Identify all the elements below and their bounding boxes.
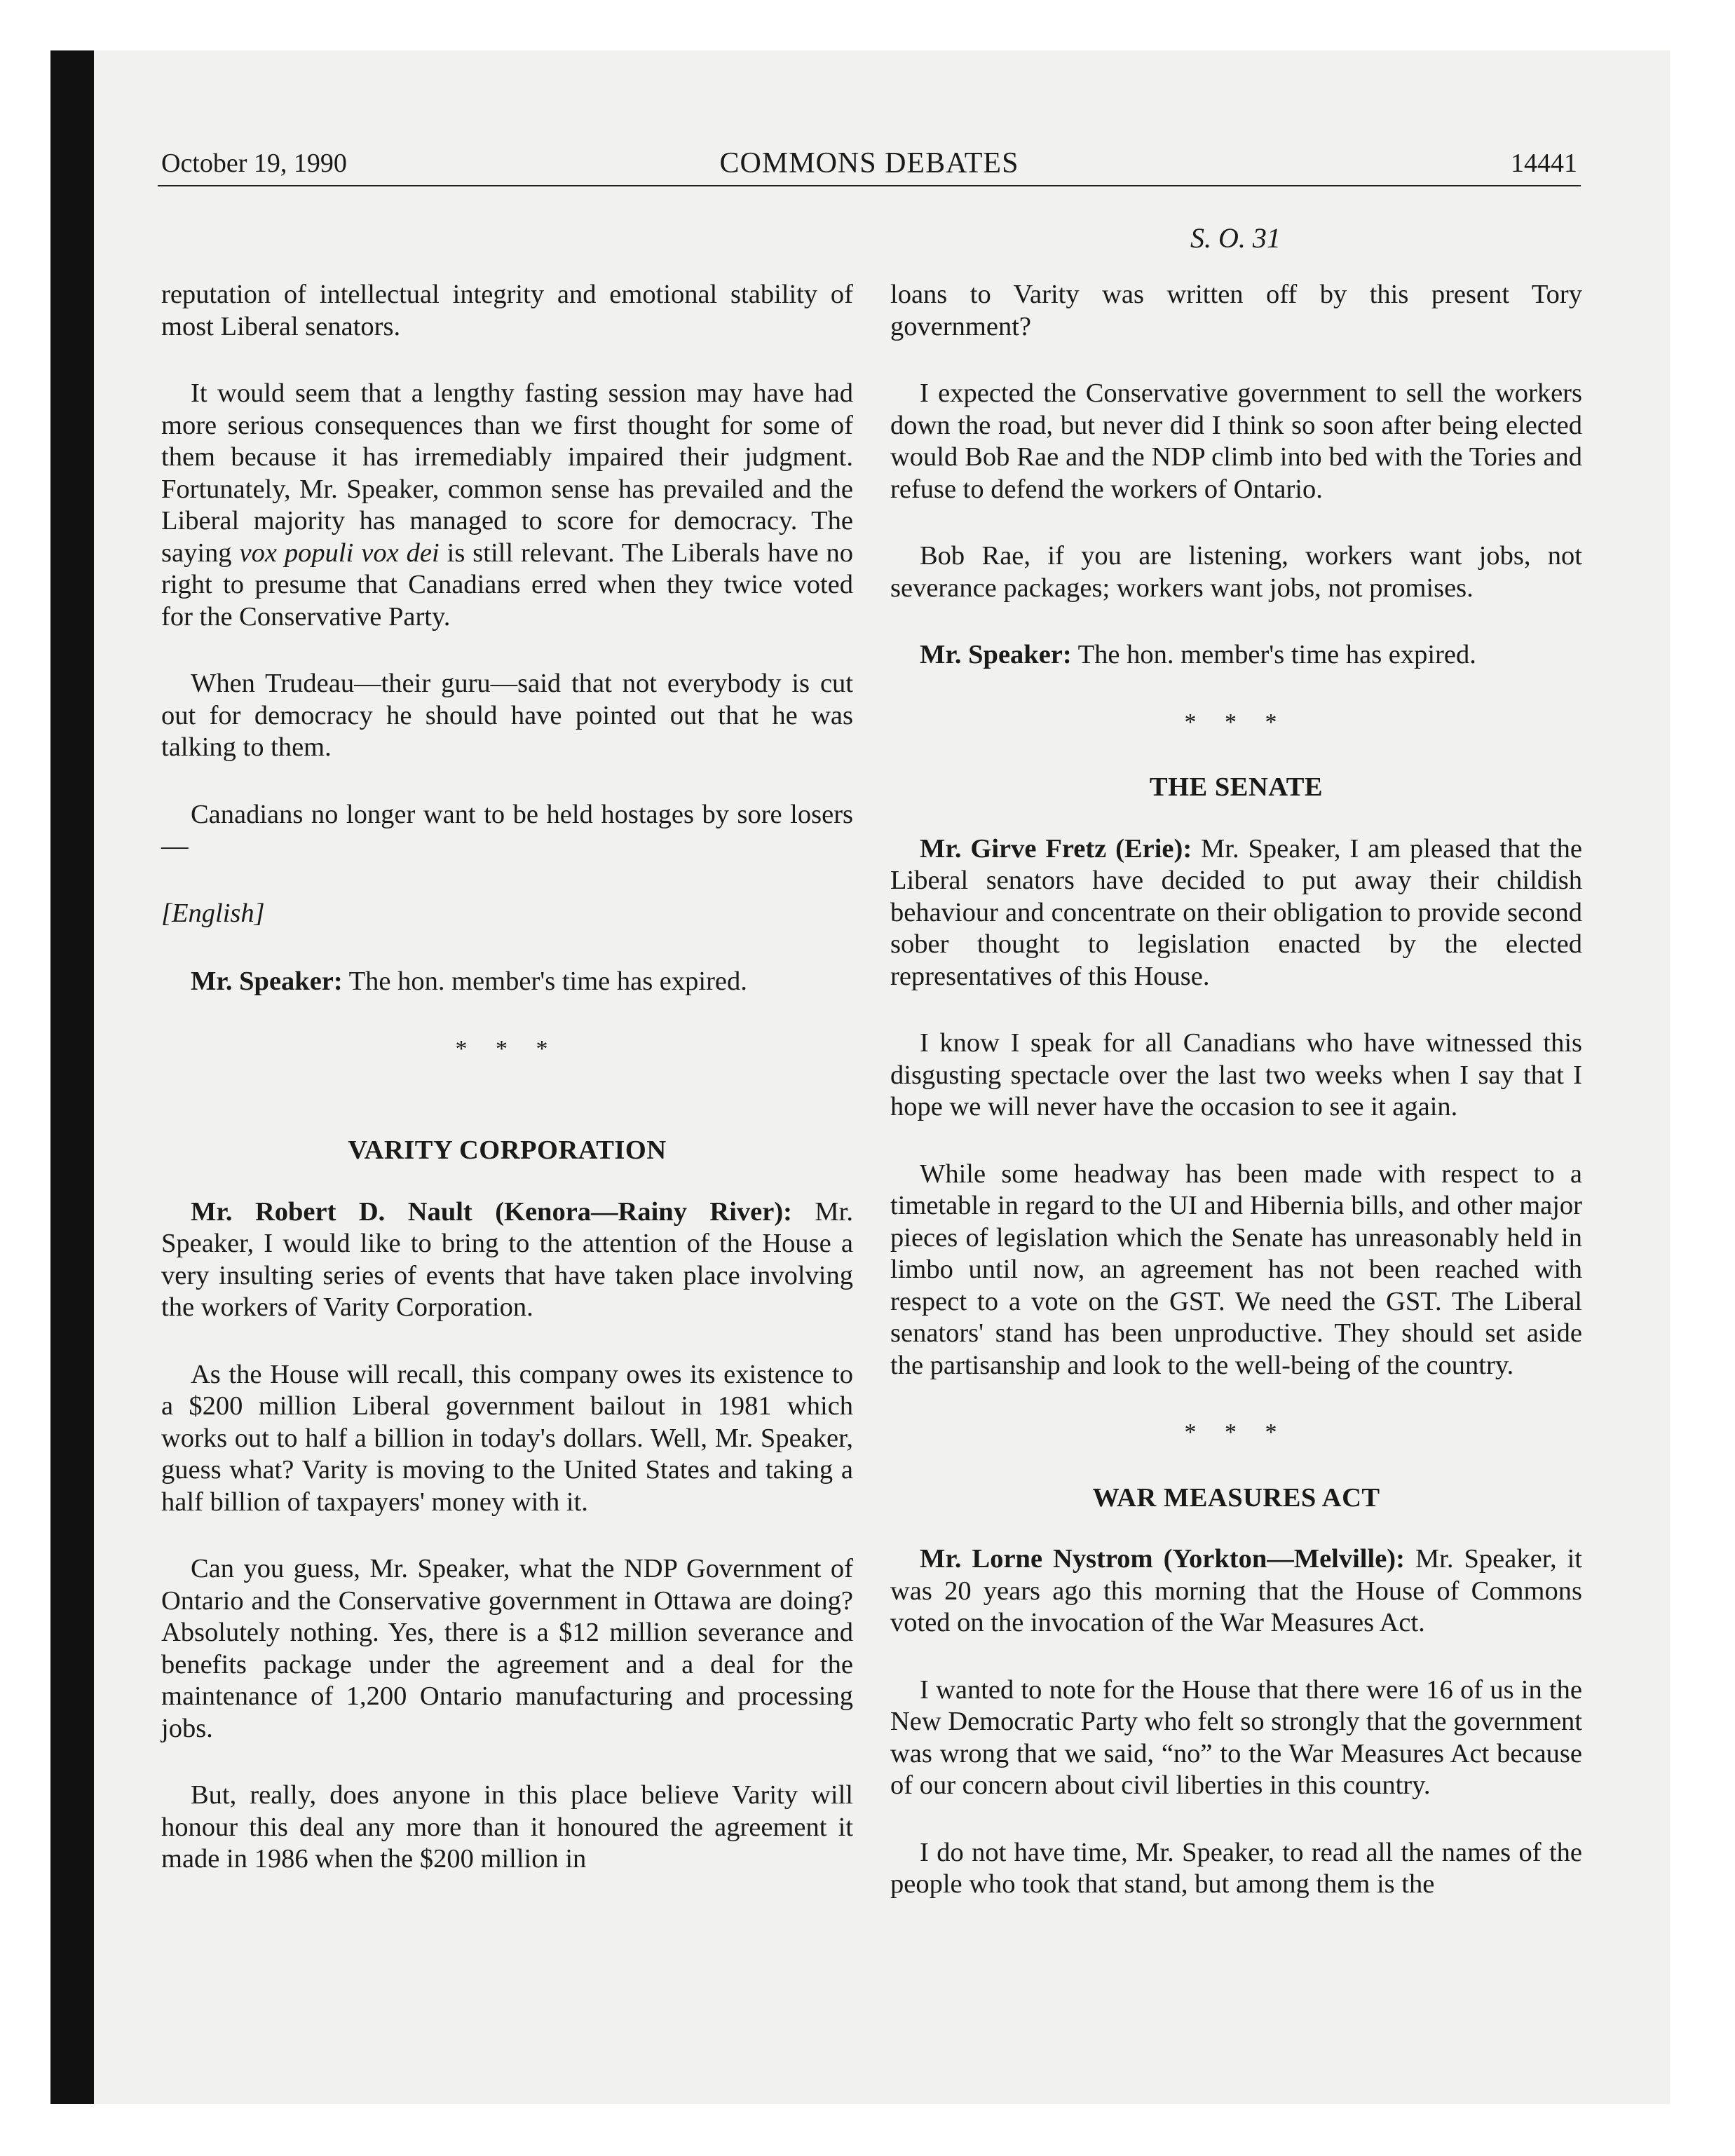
paragraph: When Trudeau—their guru—said that not everybody is cut out for democracy he should have pointed out that he was talking to them. xyxy=(161,669,853,762)
speaker-text: The hon. member's time has expired. xyxy=(1071,640,1476,669)
section-divider: * * * xyxy=(1184,1419,1288,1445)
paragraph: I wanted to note for the House that there were 16 of us in the New Democratic Party who felt so strongly that the government was wrong that we said, “no” to the War Measures Act because of our concern about civil liberties in this country. xyxy=(890,1674,1582,1800)
speaker-statement xyxy=(161,966,853,998)
hansard-page xyxy=(158,0,1581,2156)
paragraph: I expected the Conservative government to sell the workers down the road, but never did I think so soon after being elected would Bob Rae and the NDP climb into bed with the Tories and refuse to defend the workers of Ontario. xyxy=(890,378,1582,504)
paragraph: Bob Rae, if you are listening, workers want jobs, not severance packages; workers want jobs, not promises. xyxy=(890,541,1582,603)
header-page-number: 14441 xyxy=(1511,149,1577,178)
speaker-statement xyxy=(890,639,1582,671)
member-statement xyxy=(890,1543,1582,1639)
right-column xyxy=(890,279,1582,1936)
section-heading: VARITY CORPORATION xyxy=(348,1135,667,1165)
paragraph: As the House will recall, this company owes its existence to a $200 million Liberal government bailout in 1981 which works out to half a billion in today's dollars. Well, Mr. Speaker, guess what? Varity is moving to the United States and taking a half billion of taxpayers' money with it. xyxy=(161,1359,853,1517)
left-column xyxy=(161,279,853,1911)
paragraph: Can you guess, Mr. Speaker, what the NDP Government of Ontario and the Conservative government in Ottawa are doing? Absolutely nothing. Yes, there is a $12 million severance and benefits package under the agreement and a deal for the maintenance of 1,200 Ontario manufacturing and processing jobs. xyxy=(161,1554,853,1743)
binding-shadow xyxy=(50,50,94,2104)
paragraph: reputation of intellectual integrity and emotional stability of most Liberal senators. xyxy=(161,280,853,341)
member-text: Mr. Speaker, I am pleased that the Liberal senators have decided to put away their childish behaviour and concentrate on their obligation to provide second sober thought to legislation enacted by the elected representatives of this House. xyxy=(890,833,1583,991)
paragraph-text: is still relevant. The Liberals have no right to presume that Canadians erred when they twice voted for the Conservative Party. xyxy=(161,538,853,632)
paragraph: I do not have time, Mr. Speaker, to read all the names of the people who took that stand, but among them is the xyxy=(890,1837,1582,1899)
speaker-text: The hon. member's time has expired. xyxy=(342,967,747,996)
paragraph: But, really, does anyone in this place believe Varity will honour this deal any more than it honoured the agreement it made in 1986 when the $200 million in xyxy=(161,1780,853,1874)
speaker-name: Mr. Speaker: xyxy=(920,640,1072,669)
member-name: Mr. Lorne Nystrom (Yorkton—Melville): xyxy=(920,1544,1405,1574)
member-name: Mr. Girve Fretz (Erie): xyxy=(920,833,1192,864)
member-name: Mr. Robert D. Nault (Kenora—Rainy River): xyxy=(191,1196,792,1227)
paragraph: Canadians no longer want to be held hostages by sore losers— xyxy=(161,799,853,861)
member-statement xyxy=(161,1196,853,1324)
section-heading: WAR MEASURES ACT xyxy=(1092,1482,1380,1513)
standing-order-marker: S. O. 31 xyxy=(1190,222,1281,254)
section-divider: * * * xyxy=(1184,709,1288,735)
paragraph: loans to Varity was written off by this present Tory government? xyxy=(890,280,1582,341)
paragraph: I know I speak for all Canadians who have witnessed this disgusting spectacle over the last two weeks when I say that I hope we will never have the occasion to see it again. xyxy=(890,1028,1582,1121)
member-text: Mr. Speaker, it was 20 years ago this morning that the House of Commons voted on the invocation of the War Measures Act. xyxy=(890,1544,1583,1637)
running-head xyxy=(158,144,1581,183)
member-text: Mr. Speaker, I would like to bring to the attention of the House a very insulting series of events that have taken place involving the workers of Varity Corporation. xyxy=(161,1196,853,1322)
section-divider: * * * xyxy=(455,1035,559,1062)
section-heading: THE SENATE xyxy=(1149,772,1324,802)
header-date: October 19, 1990 xyxy=(161,149,347,178)
language-tag: [English] xyxy=(161,898,265,928)
speaker-name: Mr. Speaker: xyxy=(191,967,343,996)
member-statement xyxy=(890,833,1582,993)
paragraph-text: It would seem that a lengthy fasting session may have had more serious consequences than we first thought for some of them because it has irremediably impaired their judgment. Fortunately, Mr. Speaker, common sense has prevailed and the Liberal majority has managed to score for democracy. The saying xyxy=(161,378,853,568)
header-rule xyxy=(158,185,1581,186)
paragraph: While some headway has been made with respect to a timetable in regard to the UI and Hibernia bills, and other major pieces of legislation which the Senate has unreasonably held in limbo until now, an agreement has not been reached with respect to a vote on the GST. We need the GST. The Liberal senators' stand has been unproductive. They should set aside the partisanship and look to the well-being of the country. xyxy=(890,1159,1582,1380)
header-title: COMMONS DEBATES xyxy=(719,147,1019,179)
paragraph xyxy=(161,378,853,633)
latin-phrase: vox populi vox dei xyxy=(239,538,440,568)
